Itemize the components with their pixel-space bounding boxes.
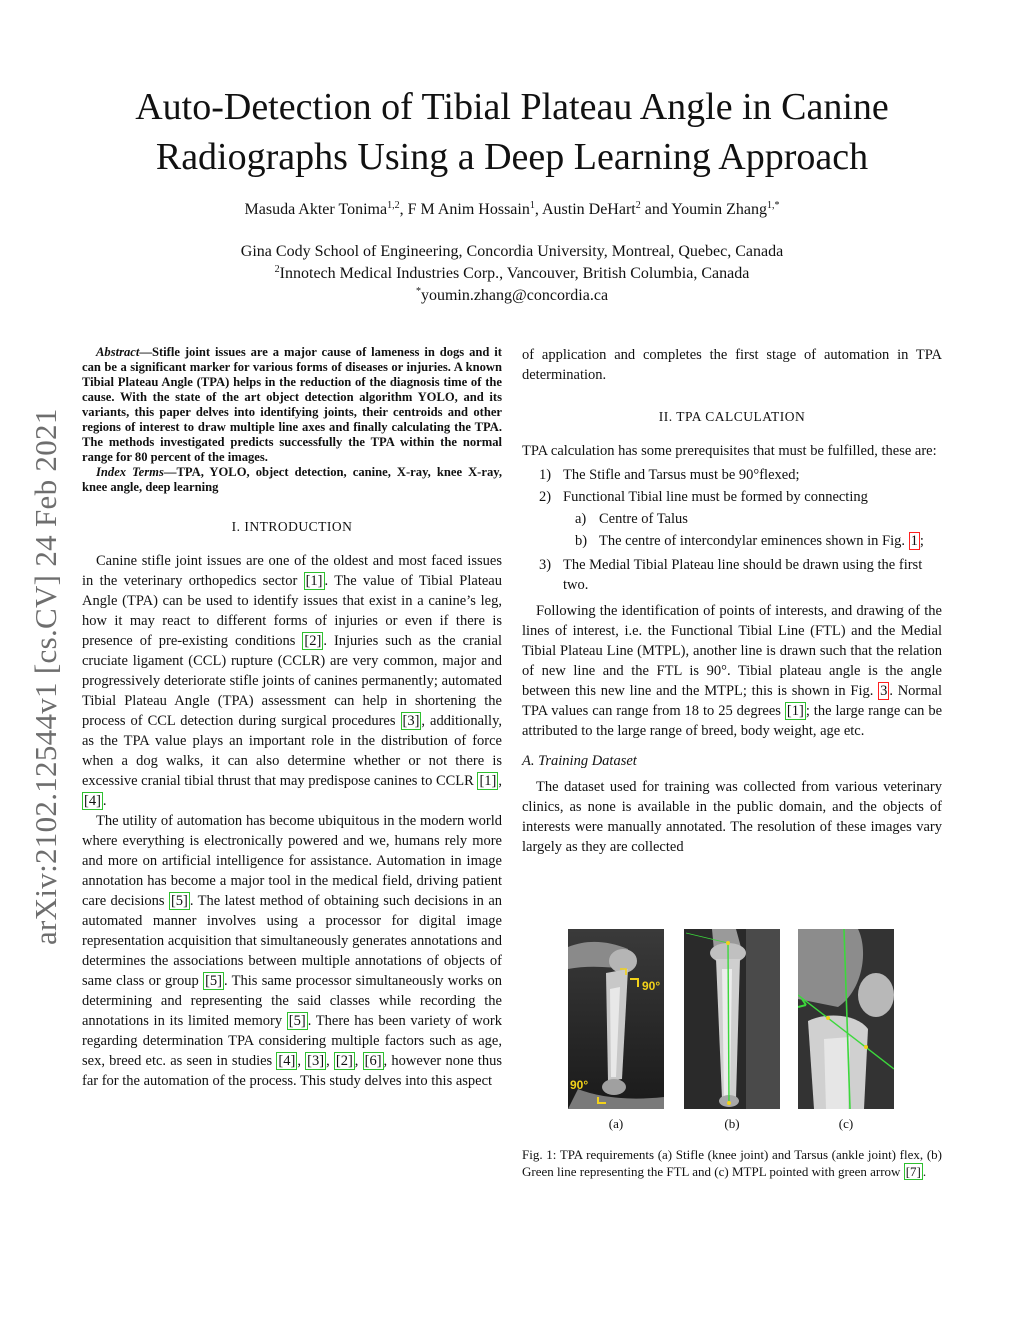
list-item: 1) The Stifle and Tarsus must be 90°flexed; (539, 467, 800, 483)
index-terms-text: —TPA, YOLO, object detection, canine, X-ray, knee X-ray, knee angle, deep learning (82, 465, 503, 494)
abstract (82, 345, 502, 465)
citation-link[interactable]: [4] (84, 793, 101, 809)
figure-reference-link[interactable]: 3 (880, 683, 888, 699)
paper-title (60, 82, 964, 182)
title-line-1: Auto-Detection of Tibial Plateau Angle in Canine (135, 86, 889, 128)
author-name: and Youmin Zhang (640, 201, 767, 218)
index-terms (82, 465, 502, 495)
prerequisites-paragraph: TPA calculation has some prerequisites that must be fulfilled, these are: (522, 443, 937, 459)
intro-paragraph-1: Canine stifle joint issues are one of the oldest and most faced issues in the veterinary orthopedics sector [1] . The value of Tibial Plateau Angle (TPA) can be used to identify issues that exist in a canine’s leg, how it may react to different forms of injuries or even if there is presence of pre-existing conditions [2] . Injuries such as the cranial cruciate ligament (CCL) rupture (CCLR) are very common, major and progressively deteriorate stifle joints of canines permanently; automated Tibial Plateau Angle (TPA) assessment can help in shortening the process of CCL detection during surgical procedures [3] , additionally, as the TPA value plays an important role in the distribution of force when a dog walks, it can also determine whether or not there is excessive cranial tibial thrust that may predispose canines to CCLR [1] , [4] . (82, 553, 503, 809)
figure-reference-link[interactable]: 1 (910, 533, 918, 549)
citation-link[interactable]: [1] (479, 773, 497, 789)
citation-link[interactable]: [3] (307, 1053, 325, 1069)
author-affil-sup: 2 (635, 200, 641, 211)
affiliations (60, 241, 964, 307)
citation-link[interactable]: [5] (288, 1013, 306, 1029)
left-column (82, 345, 502, 1091)
contact-email[interactable]: *youmin.zhang@concordia.ca (415, 286, 609, 304)
angle-annotation-90: 90° (642, 979, 661, 993)
author-name: , Austin DeHart (534, 201, 636, 218)
continued-paragraph: of application and completes the first stage of automation in TPA determination. (522, 347, 942, 383)
list-item: 2) Functional Tibial line must be formed by connecting a) Centre of Talus b) The centre of intercondylar eminences shown in Fig. 1 ; (522, 487, 942, 551)
intro-paragraph-2: The utility of automation has become ubiquitous in the modern world where everything is electronically powered and we, humans rely more and more on artificial intelligence for assistance. Automation in image annotation has become a major tool in the medical field, driving patient care decisions [5] . The latest method of obtaining such decisions in an automated manner involves using a processor for digital image representation acquisition that simultaneously generates annotations and determines the associations between multiple annotations of objects of same class or group [5] . This same processor simultaneously works on determining and representing the said classes while recording the annotations in its limited memory [5] . There has been variety of work regarding determination TPA considering multiple factors such as age, sex, breed etc. as seen in studies [4] , [3] , [2] , [6] , however none thus far for the automation of the process. This study delves into this aspect (82, 813, 503, 1089)
author-affil-sup: 1,* (766, 200, 780, 211)
sub-list (563, 509, 942, 551)
citation-link[interactable]: [4] (278, 1053, 296, 1069)
following-paragraph: Following the identification of points of interests, and drawing of the lines of interest, i.e. the Functional Tibial Line (FTL) and the Medial Tibial Plateau Line (MTPL), another line is drawn such that the relation of new line and the FTL is 90°. Tibial plateau angle is the angle between this new line and the MTPL; this is shown in Fig. 3 . Normal TPA values can range from 18 to 25 degrees [1] ; the large range can be attributed to the large range of breed, body weight, age etc. (522, 603, 943, 739)
arxiv-identifier[interactable]: arXiv:2102.12544v1 [cs.CV] 24 Feb 2021 (28, 408, 63, 945)
citation-link[interactable]: [2] (304, 633, 322, 649)
abstract-text: —Stifle joint issues are a major cause of lameness in dogs and it can be a significant marker for various forms of diseases or injuries. A known Tibial Plateau Angle (TPA) helps in the reduction of the diagnosis time of the cause. With the state of the art object detection algorithm YOLO, and its variants, this paper delves into identifying joints, their centroids and other regions of interest to draw multiple line axes and finally calculating the TPA. The methods investigated predicts successfully the TPA within the normal range for 80 percent of the images. (82, 345, 502, 464)
section-heading-introduction: I. INTRODUCTION (231, 519, 353, 534)
abstract-label: Abstract (96, 345, 140, 359)
citation-link[interactable]: [3] (402, 713, 420, 729)
prerequisite-list (522, 465, 942, 595)
citation-link[interactable]: [1] (786, 703, 804, 719)
citation-link[interactable]: [6] (364, 1053, 382, 1069)
dataset-paragraph: The dataset used for training was collected from various veterinary clinics, as none is available in the public domain, and the objects of interests were manually annotated. The resolution of these images vary largely as they are collected (522, 779, 942, 855)
author-affil-sup: 1,2 (387, 200, 400, 211)
radiograph-panel-a (568, 929, 664, 1109)
right-column (522, 345, 942, 857)
subfigure-label-a: (a) (608, 1116, 624, 1131)
section-heading-tpa-calculation: II. TPA CALCULATION (658, 409, 806, 424)
citation-link[interactable]: [5] (170, 893, 188, 909)
affiliation-1: Gina Cody School of Engineering, Concordia University, Montreal, Quebec, Canada (240, 243, 784, 260)
subfigure-label-b: (b) (724, 1116, 740, 1131)
author-name: , F M Anim Hossain (399, 201, 530, 218)
citation-link[interactable]: [1] (305, 573, 323, 589)
citation-link[interactable]: [2] (335, 1053, 353, 1069)
figure-1-caption: Fig. 1: TPA requirements (a) Stifle (knee joint) and Tarsus (ankle joint) flex, (b) Green line representing the FTL and (c) MTPL pointed with green arrow [7] . (522, 1147, 942, 1179)
author-name: Masuda Akter Tonima (244, 201, 388, 218)
author-list (60, 201, 964, 219)
angle-annotation-90: 90° (570, 1078, 589, 1092)
figure-1 (568, 929, 896, 1111)
index-terms-label: Index Terms (96, 465, 164, 479)
sub-list-item: b) The centre of intercondylar eminences shown in Fig. 1 ; (575, 533, 924, 549)
radiograph-panel-b (684, 929, 780, 1109)
title-line-2: Radiographs Using a Deep Learning Approach (155, 136, 869, 178)
affiliation-2: $^2$Innotech Medical Industries Corp., Vancouver, British Columbia, Canada (274, 264, 750, 282)
citation-link[interactable]: [7] (905, 1164, 921, 1179)
subsection-heading-training-dataset: A. Training Dataset (522, 753, 637, 769)
subfigure-label-c: (c) (838, 1116, 854, 1131)
list-item: 3) The Medial Tibial Plateau line should be drawn using the first two. (539, 557, 923, 593)
citation-link[interactable]: [5] (205, 973, 222, 989)
radiograph-panel-c (798, 929, 894, 1109)
sub-list-item: a) Centre of Talus (575, 511, 688, 527)
author-affil-sup: 1 (529, 200, 535, 211)
